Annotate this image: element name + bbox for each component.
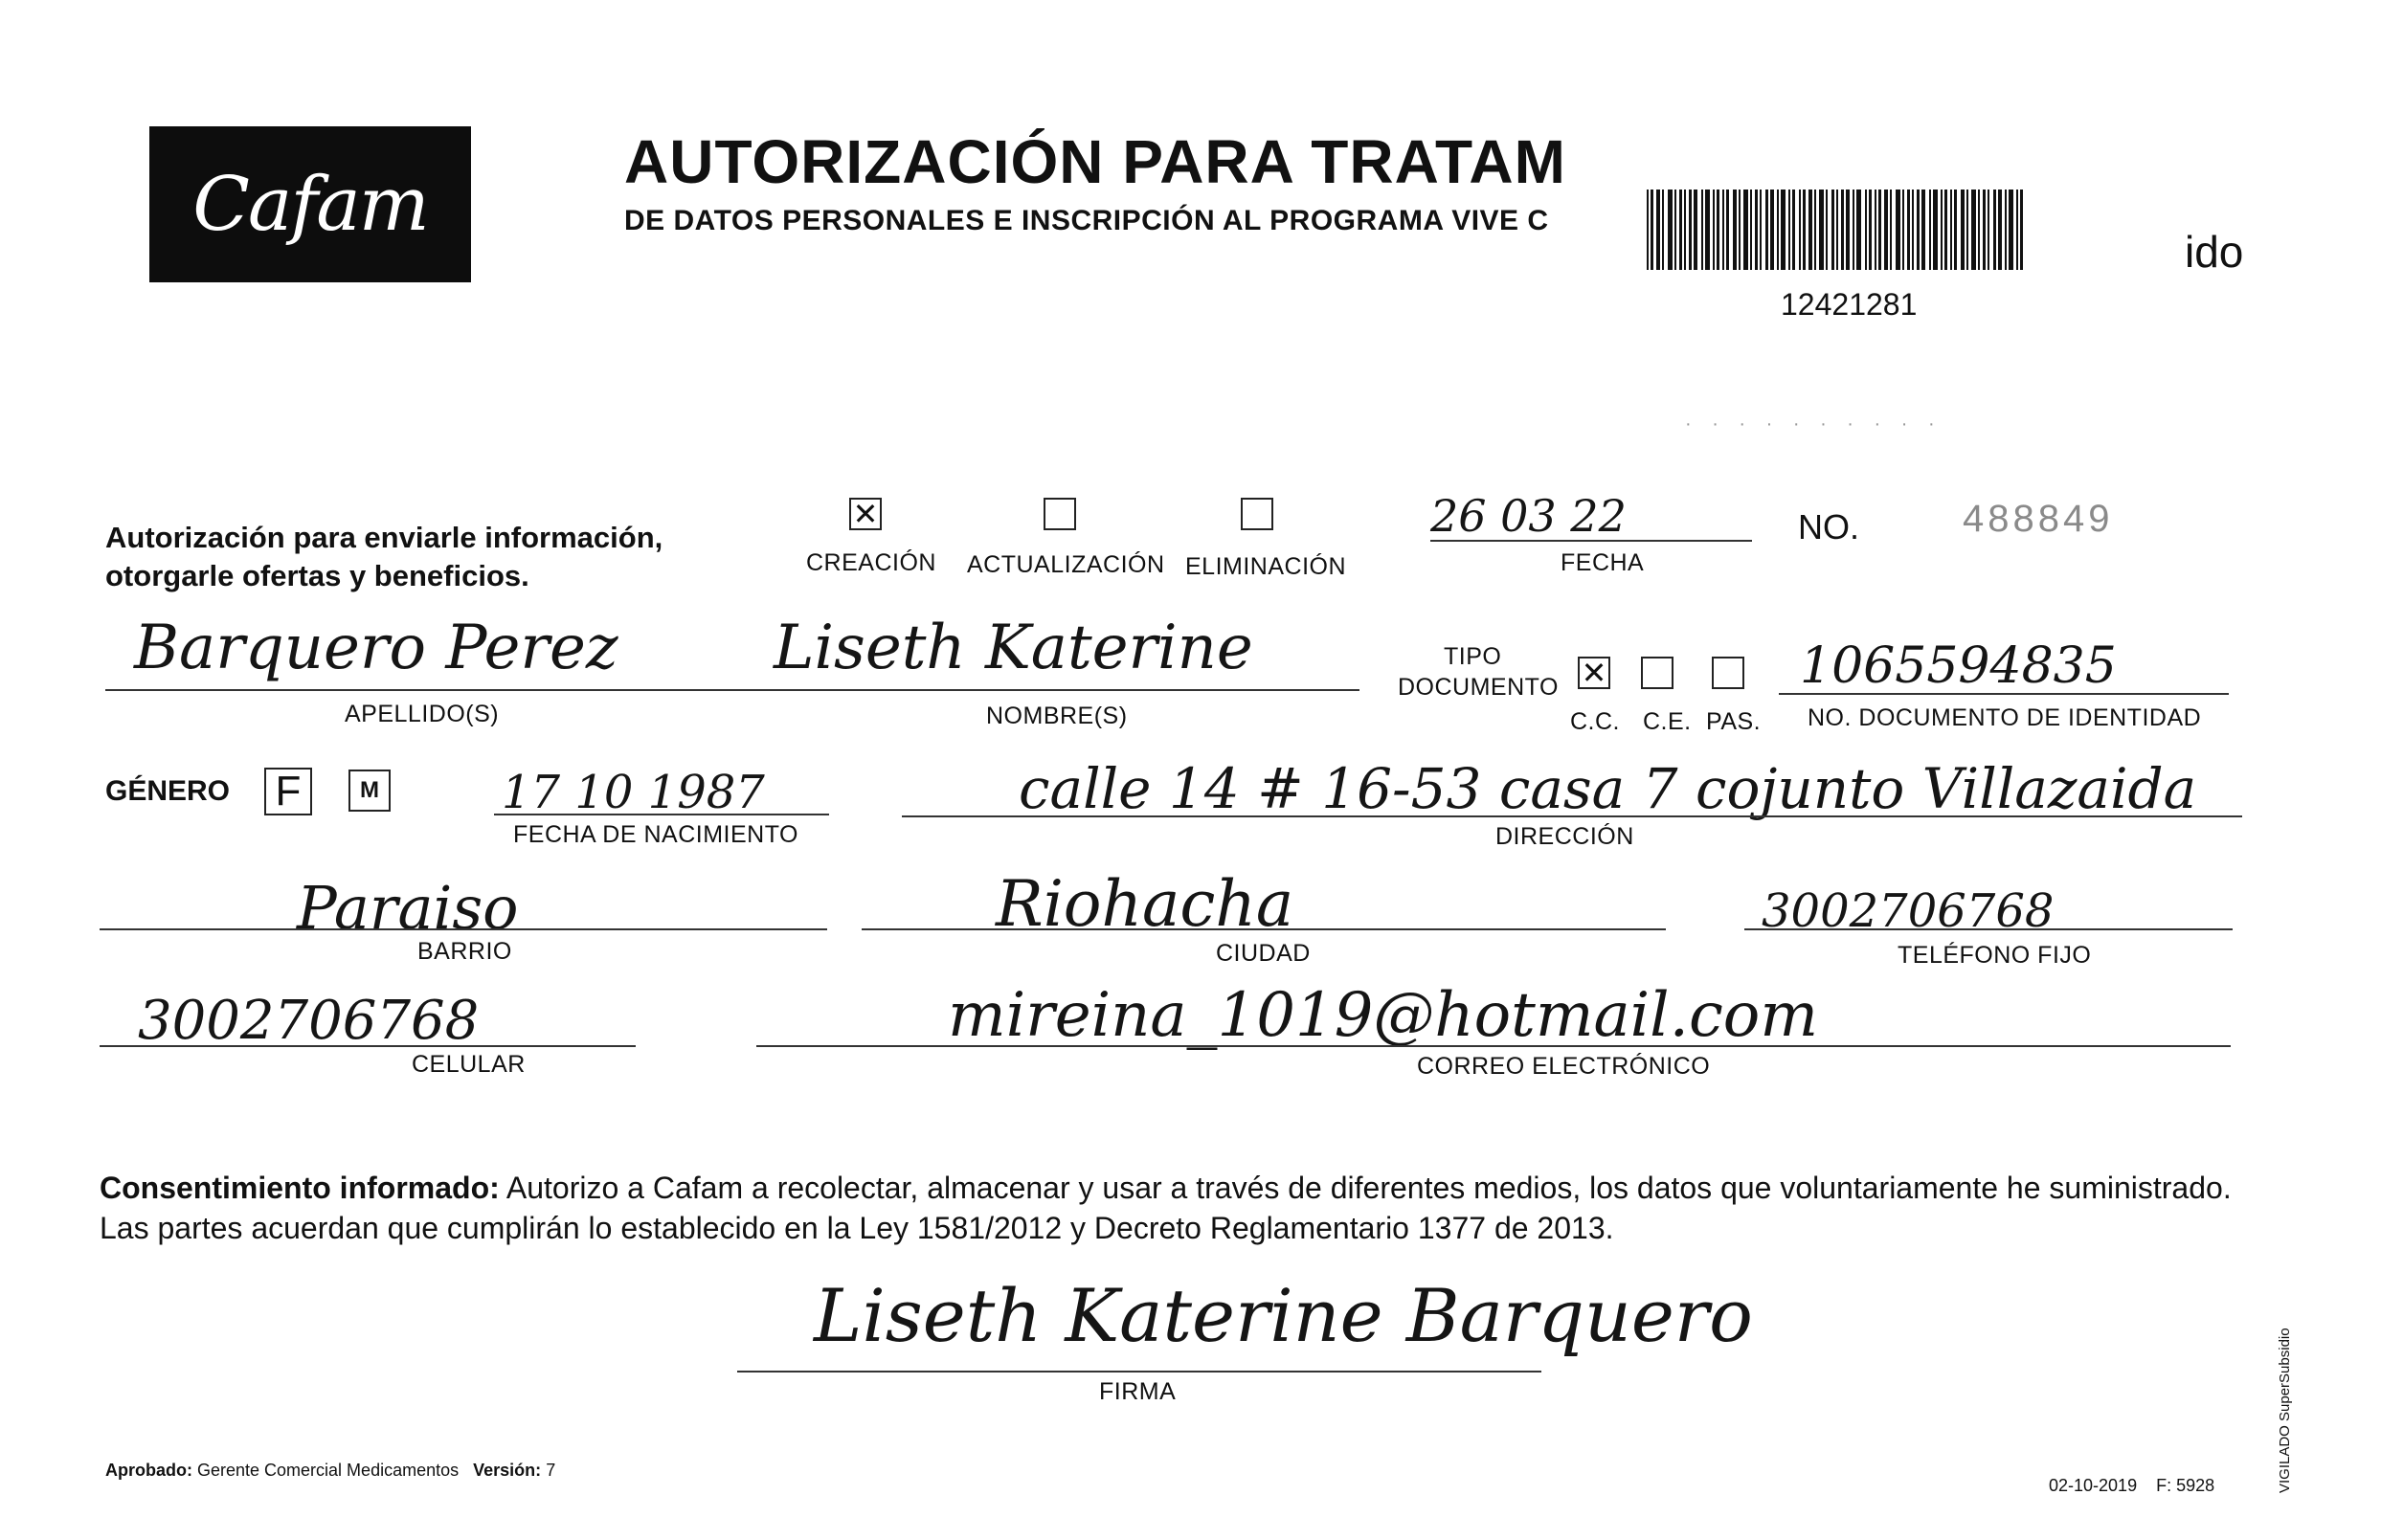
address-label: DIRECCIÓN <box>1495 823 1634 850</box>
barcode-bar <box>1760 190 1762 270</box>
barcode-bar <box>1998 190 2002 270</box>
barcode-bar <box>1917 190 1920 270</box>
nombres-value[interactable]: Liseth Katerine <box>774 613 1253 683</box>
barcode-bar <box>1941 190 1943 270</box>
barcode-bar <box>1921 190 1925 270</box>
barcode-bar <box>1750 190 1752 270</box>
barcode-bar <box>1961 190 1965 270</box>
fecha-line <box>1430 540 1752 542</box>
barcode-bar <box>1799 190 1801 270</box>
birth-value[interactable]: 17 10 1987 <box>502 766 765 819</box>
barcode-bar <box>1890 190 1892 270</box>
barcode-bar <box>1929 190 1931 270</box>
barcode-bar <box>1966 190 1968 270</box>
barcode-bar <box>1739 190 1741 270</box>
apellidos-value[interactable]: Barquero Perez <box>134 613 618 683</box>
address-line <box>902 815 2242 817</box>
signature-line <box>737 1371 1541 1373</box>
cc-label: C.C. <box>1570 708 1620 735</box>
footer-approval: Aprobado: Gerente Comercial Medicamentos Versión: 7 <box>105 1461 556 1480</box>
barcode-bar <box>1656 190 1660 270</box>
barcode-bar <box>1694 190 1697 270</box>
telefono-line <box>1744 928 2233 930</box>
barcode-bar <box>1803 190 1806 270</box>
cc-checkbox[interactable]: ✕ <box>1578 657 1610 689</box>
barcode-bar <box>1662 190 1664 270</box>
barcode-bar <box>1902 190 1904 270</box>
barcode-bar <box>1684 190 1686 270</box>
barcode-bar <box>1743 190 1748 270</box>
barrio-value[interactable]: Paraiso <box>297 873 519 943</box>
celular-value[interactable]: 3002706768 <box>138 990 480 1052</box>
barcode-bar <box>2016 190 2018 270</box>
barcode-bar <box>1722 190 1724 270</box>
barcode-bar <box>1884 190 1888 270</box>
doc-number-label: NO. DOCUMENTO DE IDENTIDAD <box>1808 704 2202 731</box>
ciudad-label: CIUDAD <box>1216 940 1311 967</box>
barcode-bar <box>1647 190 1649 270</box>
no-value: 488849 <box>1963 498 2114 540</box>
fecha-label: FECHA <box>1561 549 1645 576</box>
telefono-label: TELÉFONO FIJO <box>1898 942 2092 969</box>
birth-label: FECHA DE NACIMIENTO <box>513 821 798 848</box>
faint-dots: · · · · · · · · · · <box>1685 413 1943 435</box>
barcode-bar <box>1912 190 1914 270</box>
no-label: NO. <box>1798 507 1860 547</box>
barcode-bar <box>1993 190 1996 270</box>
pas-checkbox[interactable] <box>1712 657 1744 689</box>
barcode-bar <box>1770 190 1774 270</box>
barcode-bar <box>1988 190 1989 270</box>
barcode-bar <box>1788 190 1790 270</box>
pas-label: PAS. <box>1706 708 1762 735</box>
barcode-bar <box>1777 190 1779 270</box>
barcode-bar <box>1765 190 1768 270</box>
barcode-bar <box>1831 190 1834 270</box>
ce-checkbox[interactable] <box>1641 657 1673 689</box>
doc-number-value[interactable]: 1065594835 <box>1800 637 2117 695</box>
barcode-bar <box>1755 190 1758 270</box>
eliminacion-label: ELIMINACIÓN <box>1185 553 1347 580</box>
nombres-label: NOMBRE(S) <box>986 703 1128 729</box>
birth-line <box>494 814 829 815</box>
documento-label: DOCUMENTO <box>1398 674 1559 701</box>
ciudad-line <box>862 928 1666 930</box>
barcode-bar <box>1944 190 1947 270</box>
genero-m-checkbox[interactable]: M <box>348 770 391 812</box>
logo-text: Cafam <box>192 161 428 248</box>
barcode-bar <box>1869 190 1872 270</box>
form-title: AUTORIZACIÓN PARA TRATAM <box>624 127 1566 196</box>
barcode-bar <box>1865 190 1867 270</box>
email-label: CORREO ELECTRÓNICO <box>1417 1053 1711 1080</box>
creacion-checkbox[interactable]: ✕ <box>849 498 882 530</box>
footer-date-code: 02-10-2019 F: 5928 <box>2049 1476 2215 1495</box>
consent-text: Consentimiento informado: Autorizo a Cafam a recolectar, almacenar y usar a través de diferentes medios, los datos que voluntariamente he suministrado. Las partes acuerdan que cumplirán lo establecido en la Ley 1581/2012 y Decreto Reglamentario 1377 de 2013. <box>100 1171 2232 1245</box>
barcode-bar <box>2020 190 2023 270</box>
barcode <box>1645 190 2028 270</box>
apellidos-label: APELLIDO(S) <box>345 701 500 727</box>
barcode-bar <box>1726 190 1729 270</box>
barcode-bar <box>1679 190 1682 270</box>
barcode-bar <box>1836 190 1838 270</box>
celular-line <box>100 1045 636 1047</box>
authorization-heading: Autorización para enviarle información, otorgarle ofertas y beneficios. <box>105 521 663 592</box>
email-value[interactable]: mireina_1019@hotmail.com <box>948 980 1818 1051</box>
actualizacion-label: ACTUALIZACIÓN <box>967 551 1165 578</box>
barcode-bar <box>1668 190 1673 270</box>
barcode-bar <box>1846 190 1850 270</box>
vigilado-text: VIGILADO SuperSubsidio <box>2277 1328 2293 1493</box>
barcode-bar <box>1971 190 1976 270</box>
tipo-label: TIPO <box>1444 643 1502 670</box>
side-text: ido <box>2185 227 2244 277</box>
barcode-bar <box>1651 190 1653 270</box>
signature-value[interactable]: Liseth Katerine Barquero <box>814 1273 1753 1358</box>
barcode-bar <box>1705 190 1710 270</box>
barcode-number: 12421281 <box>1781 287 1918 322</box>
barcode-bar <box>1907 190 1910 270</box>
barcode-bar <box>1713 190 1715 270</box>
barcode-bar <box>1792 190 1795 270</box>
barrio-line <box>100 928 827 930</box>
barcode-bar <box>1808 190 1812 270</box>
barcode-bar <box>1819 190 1824 270</box>
ciudad-value[interactable]: Riohacha <box>996 867 1294 941</box>
barcode-bar <box>1814 190 1816 270</box>
barrio-label: BARRIO <box>417 938 512 965</box>
barcode-bar <box>1717 190 1719 270</box>
celular-label: CELULAR <box>412 1051 526 1078</box>
genero-label: GÉNERO <box>105 775 231 807</box>
barcode-bar <box>2005 190 2007 270</box>
cafam-logo <box>149 126 471 282</box>
name-line <box>105 689 1359 691</box>
address-value[interactable]: calle 14 # 16-53 casa 7 cojunto Villazaida <box>1019 756 2197 821</box>
genero-f-checkbox[interactable]: F <box>264 768 312 815</box>
actualizacion-checkbox[interactable] <box>1044 498 1076 530</box>
barcode-bar <box>1933 190 1938 270</box>
barcode-bar <box>1896 190 1900 270</box>
form-subtitle: DE DATOS PERSONALES E INSCRIPCIÓN AL PROGRAMA VIVE C <box>624 205 1549 236</box>
barcode-bar <box>1733 190 1737 270</box>
barcode-bar <box>1950 190 1952 270</box>
barcode-bar <box>1826 190 1828 270</box>
barcode-bar <box>1878 190 1881 270</box>
email-line <box>756 1045 2231 1047</box>
barcode-bar <box>1954 190 1957 270</box>
barcode-bar <box>1781 190 1786 270</box>
barcode-bar <box>1674 190 1676 270</box>
telefono-value[interactable]: 3002706768 <box>1762 884 2055 938</box>
barcode-bar <box>1978 190 1980 270</box>
fecha-value[interactable]: 26 03 22 <box>1430 490 1627 542</box>
creacion-label: CREACIÓN <box>806 549 936 576</box>
barcode-bar <box>1875 190 1876 270</box>
doc-number-line <box>1779 693 2229 695</box>
barcode-bar <box>1853 190 1854 270</box>
eliminacion-checkbox[interactable] <box>1241 498 1273 530</box>
barcode-bar <box>1841 190 1844 270</box>
signature-label: FIRMA <box>1099 1378 1177 1405</box>
barcode-bar <box>1983 190 1986 270</box>
barcode-bar <box>2009 190 2013 270</box>
ce-label: C.E. <box>1643 708 1692 735</box>
barcode-bar <box>1701 190 1703 270</box>
barcode-bar <box>1856 190 1861 270</box>
barcode-bar <box>1689 190 1692 270</box>
